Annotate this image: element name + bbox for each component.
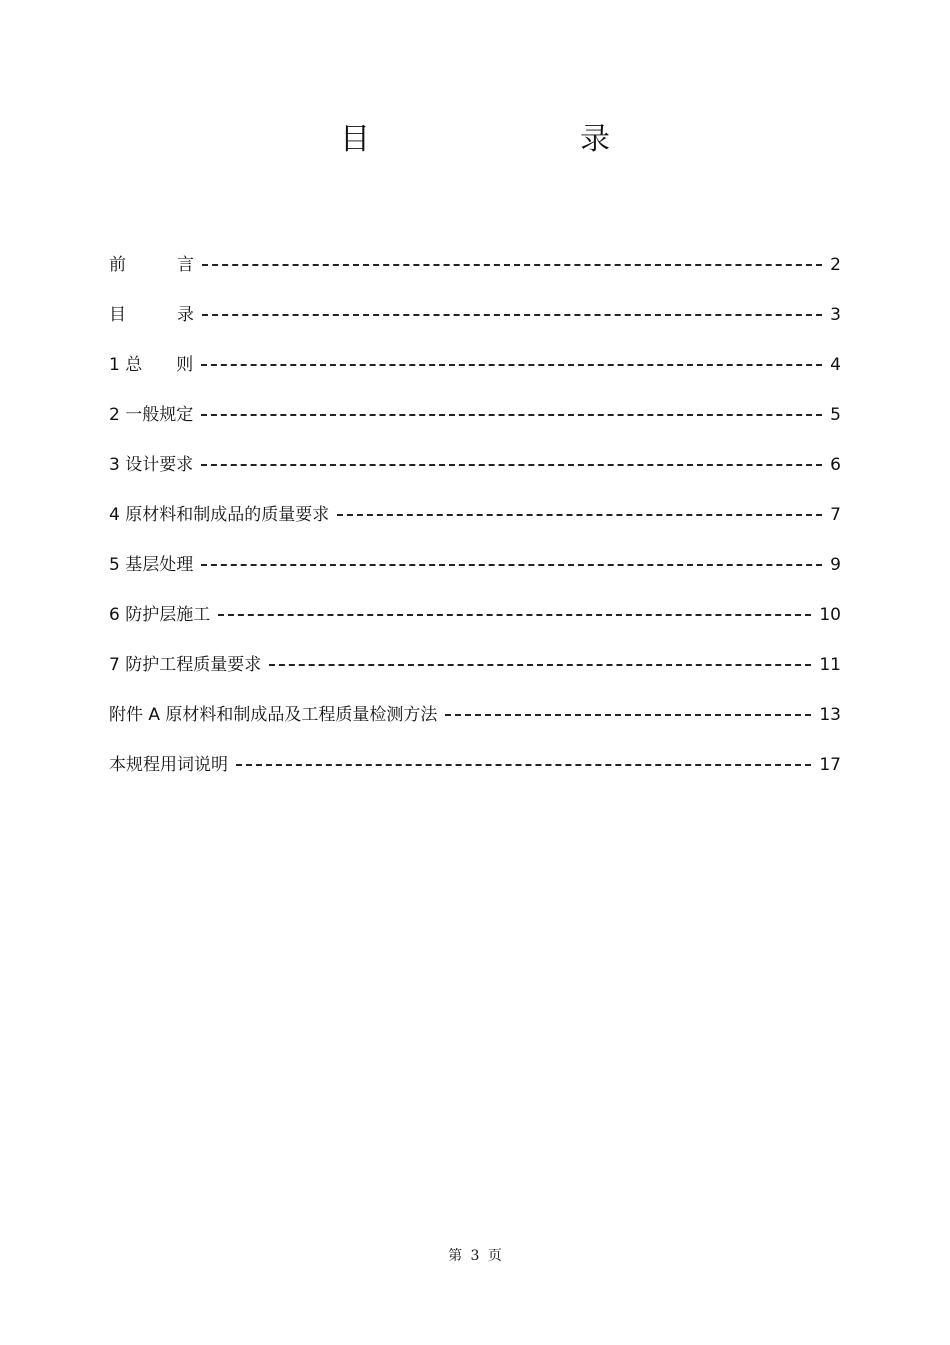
toc-dot-leader [201, 413, 822, 416]
toc-entry-base-treatment[interactable] [109, 550, 841, 600]
toc-entry-label: 2 一般规定 [109, 405, 194, 425]
toc-entry-project-quality[interactable] [109, 650, 841, 700]
toc-entry-label: 目 录 [109, 305, 194, 325]
toc-dot-leader [201, 563, 822, 566]
toc-page-number: 11 [819, 655, 841, 675]
toc-entry-terms[interactable] [109, 750, 841, 800]
toc-dot-leader [202, 263, 822, 266]
table-of-contents [109, 250, 841, 800]
toc-entry-protective-layer[interactable] [109, 600, 841, 650]
toc-page-number: 4 [830, 355, 841, 375]
toc-dot-leader [269, 663, 811, 666]
toc-page-number: 13 [819, 705, 841, 725]
toc-entry-label: 附件 A 原材料和制成品及工程质量检测方法 [109, 705, 438, 725]
toc-dot-leader [201, 363, 822, 366]
toc-entry-label: 6 防护层施工 [109, 605, 211, 625]
toc-entry-preface[interactable] [109, 250, 841, 300]
page-footer: 第 3 页 [448, 1248, 502, 1264]
toc-dot-leader [201, 463, 822, 466]
toc-page-number: 7 [830, 505, 841, 525]
toc-entry-label: 1 总 则 [109, 355, 194, 375]
toc-entry-general-provisions[interactable] [109, 400, 841, 450]
toc-dot-leader [445, 713, 811, 716]
toc-entry-design-requirements[interactable] [109, 450, 841, 500]
toc-page-number: 17 [819, 755, 841, 775]
toc-entry-label: 3 设计要求 [109, 455, 194, 475]
toc-page-number: 6 [830, 455, 841, 475]
page-title: 目 录 [340, 122, 660, 157]
toc-entry-label: 本规程用词说明 [109, 755, 228, 775]
toc-page-number: 9 [830, 555, 841, 575]
toc-page-number: 2 [830, 255, 841, 275]
toc-dot-leader [337, 513, 822, 516]
toc-entry-label: 5 基层处理 [109, 555, 194, 575]
toc-entry-contents[interactable] [109, 300, 841, 350]
toc-page-number: 3 [830, 305, 841, 325]
toc-dot-leader [218, 613, 811, 616]
toc-page-number: 10 [819, 605, 841, 625]
toc-entry-material-quality[interactable] [109, 500, 841, 550]
toc-entry-general[interactable] [109, 350, 841, 400]
toc-page-number: 5 [830, 405, 841, 425]
toc-dot-leader [236, 763, 811, 766]
toc-entry-label: 7 防护工程质量要求 [109, 655, 262, 675]
toc-entry-label: 前 言 [109, 255, 194, 275]
toc-entry-label: 4 原材料和制成品的质量要求 [109, 505, 330, 525]
toc-entry-appendix-a[interactable] [109, 700, 841, 750]
toc-dot-leader [202, 313, 822, 316]
